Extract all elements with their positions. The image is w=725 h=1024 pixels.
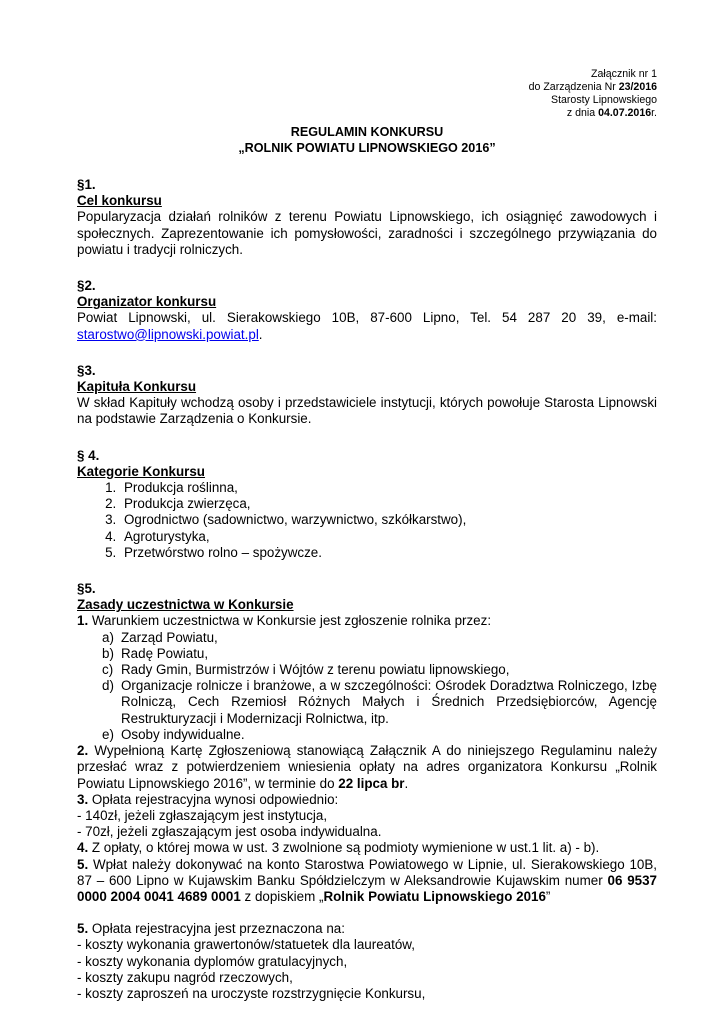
section-4 [77, 448, 657, 561]
list-item: 5. Przetwórstwo rolno – spożywcze. [120, 545, 657, 561]
section-1 [77, 177, 657, 258]
document-title [77, 125, 657, 156]
paragraph-5 [77, 857, 657, 906]
cost-line: - koszty zakupu nagród rzeczowych, [77, 969, 293, 985]
list-item-text: Radę Powiatu, [121, 645, 209, 661]
list-item-text: Rady Gmin, Burmistrzów i Wójtów z terenu powiatu lipnowskiego, [121, 662, 510, 678]
paragraph-3 [77, 792, 657, 808]
paragraph-number: 1. [77, 613, 89, 629]
section-2-text [77, 310, 657, 342]
ordinance-number: 23/2016 [618, 81, 657, 93]
list-item: 2. Produkcja zwierzęca, [120, 496, 657, 512]
title-line-1: REGULAMIN KONKURSU [290, 125, 444, 139]
annex-line-1: Załącznik nr 1 [591, 68, 657, 80]
email-link[interactable]: starostwo@lipnowski.powiat.pl [77, 326, 259, 342]
section-2 [77, 278, 657, 343]
list-item [102, 646, 657, 662]
list-item: 4. Agroturystyka, [120, 529, 657, 545]
paragraph-text: Opłata rejestracyjna wynosi odpowiednio: [88, 791, 339, 807]
cost-line: - koszty zaproszeń na uroczyste rozstrzygnięcie Konkursu, [77, 985, 426, 1001]
annex-date: 04.07.2016 [598, 107, 652, 119]
list-item [102, 662, 657, 678]
paragraph-text: Warunkiem uczestnictwa w Konkursie jest zgłoszenie rolnika przez: [88, 613, 492, 629]
section-1-number: §1. [77, 177, 96, 192]
cost-line: - koszty wykonania grawertonów/statuetek dla laureatów, [77, 937, 415, 953]
transfer-title: Rolnik Powiatu Lipnowskiego 2016 [323, 888, 546, 904]
list-item-label: e) [102, 726, 114, 742]
list-item-label: b) [102, 645, 114, 661]
section-3 [77, 363, 657, 428]
paragraph-4 [77, 840, 657, 856]
organizer-address: Powiat Lipnowski, ul. Sierakowskiego 10B, 87-600 Lipno, Tel. 54 287 20 39, e-mail: [77, 310, 657, 326]
list-item-text: Organizacje rolnicze i branżowe, a w szczególności: Ośrodek Doradztwa Rolniczego, Izbę Rolniczą, Cech Rzemiosł Różnych Małych i Średnich Przedsiębiorców, Agencję Restrukturyzacji i Modernizacji Rolnictwa, itp. [121, 678, 657, 726]
list-item-text: Osoby indywidualne. [121, 726, 245, 742]
list-item-text: Zarząd Powiatu, [121, 629, 218, 645]
paragraph-number: 3. [77, 791, 89, 807]
annex-line-3: Starosty Lipnowskiego [551, 94, 657, 106]
paragraph-text: Wpłat należy dokonywać na konto Starostwa Powiatowego w Lipnie, ul. Sierakowskiego 10B, 87 – 600 Lipno w Kujawskim Banku Spółdzielczym w Aleksandrowie Kujawskim numer [77, 856, 657, 888]
bank-account-number: 06 9537 0000 2004 0041 4689 0001 [77, 872, 658, 904]
list-item [102, 678, 657, 727]
section-3-heading: Kapituła Konkursu [77, 379, 197, 395]
paragraph-text: Opłata rejestracyjna jest przeznaczona na: [88, 921, 345, 937]
section-3-text: W skład Kapituły wchodzą osoby i przedstawiciele instytucji, których powołuje Starosta Lipnowski na podstawie Zarządzenia o Konkursie. [77, 395, 657, 427]
paragraph-2 [77, 743, 657, 792]
paragraph-text: Z opłaty, o której mowa w ust. 3 zwolnione są podmioty wymienione w ust.1 lit. a) - b). [88, 840, 600, 856]
section-4-heading: Kategorie Konkursu [77, 463, 205, 479]
section-2-number: §2. [77, 278, 96, 294]
section-5 [77, 581, 657, 1002]
list-item-label: a) [102, 629, 114, 645]
section-5-heading: Zasady uczestnictwa w Konkursie [77, 597, 294, 613]
fee-institution: - 140zł, jeżeli zgłaszającym jest instytucja, [77, 807, 328, 823]
annex-date-prefix: z dnia [566, 107, 599, 119]
annex-line-2-prefix: do Zarządzenia Nr [528, 81, 619, 93]
list-item: 1. Produkcja roślinna, [120, 480, 657, 496]
paragraph-text-mid: z dopiskiem „ [240, 888, 324, 904]
annex-line-4 [77, 107, 657, 120]
paragraph-6 [77, 921, 657, 937]
section-5-number: §5. [77, 581, 96, 597]
section-1-heading: Cel konkursu [77, 193, 162, 209]
annex-date-suffix: r. [651, 107, 657, 119]
section-2-heading: Organizator konkursu [77, 294, 217, 310]
section-2-end: . [258, 326, 263, 342]
paragraph-number: 5. [77, 856, 89, 872]
list-item-label: c) [102, 662, 114, 678]
paragraph-end: ” [545, 888, 551, 904]
list-item [102, 727, 657, 743]
list-item-label: d) [102, 678, 114, 694]
title-line-2: „ROLNIK POWIATU LIPNOWSKIEGO 2016” [238, 140, 496, 155]
paragraph-number: 2. [77, 743, 89, 759]
fee-individual: - 70zł, jeżeli zgłaszającym jest osoba indywidualna. [77, 824, 382, 840]
list-item [102, 630, 657, 646]
paragraph-number: 5. [77, 921, 89, 937]
annex-header [77, 68, 657, 120]
section-1-text: Popularyzacja działań rolników z terenu Powiatu Lipnowskiego, ich osiągnięć zawodowych i społecznych. Zaprezentowanie ich pomysłowości, zaradności i szczególnego przywiązania do powiatu i tradycji rolniczych. [77, 209, 657, 257]
section-4-number: § 4. [77, 447, 100, 463]
list-item: 3. Ogrodnictwo (sadownictwo, warzywnictwo, szkółkarstwo), [120, 512, 657, 528]
category-list [77, 480, 657, 561]
paragraph-text: Wypełnioną Kartę Zgłoszeniową stanowiącą Załącznik A do niniejszego Regulaminu należy przesłać wraz z potwierdzeniem wniesienia opłaty na adres organizatora Konkursu „Rolnik Powiatu Lipnowskiego 2016”, w terminie do [77, 743, 657, 791]
section-3-number: §3. [77, 362, 96, 378]
paragraph-end: . [404, 775, 409, 791]
cost-line: - koszty wykonania dyplomów gratulacyjnych, [77, 953, 348, 969]
paragraph-1 [77, 613, 657, 629]
paragraph-number: 4. [77, 840, 89, 856]
deadline: 22 lipca br [338, 775, 405, 791]
annex-line-2 [77, 81, 657, 94]
document-page [77, 68, 657, 1002]
submitter-list [77, 630, 657, 743]
